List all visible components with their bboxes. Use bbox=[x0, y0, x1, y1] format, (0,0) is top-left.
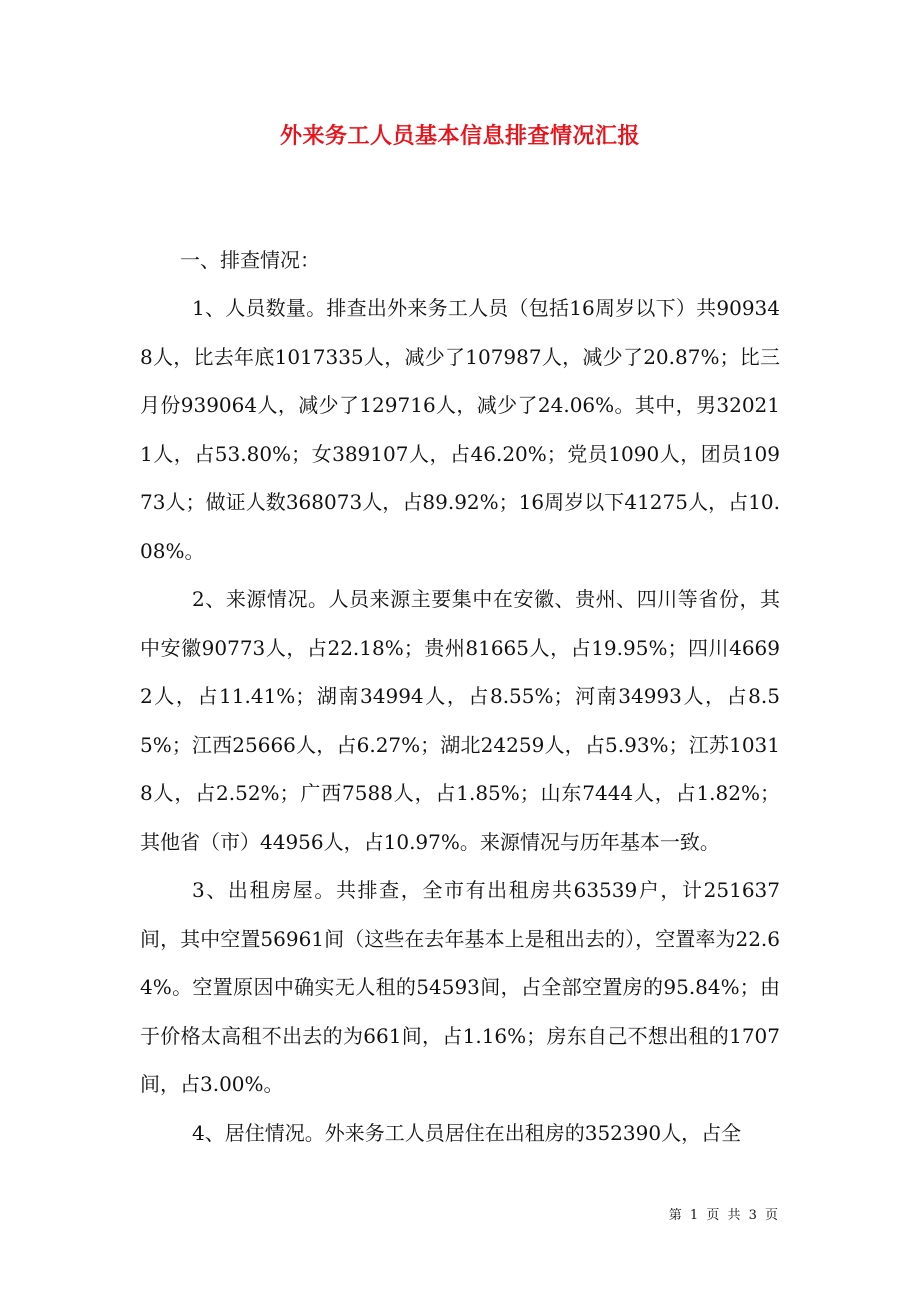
document-body bbox=[140, 236, 780, 1157]
paragraph-source: 2、来源情况。人员来源主要集中在安徽、贵州、四川等省份，其中安徽90773人，占22.18%；贵州81665人，占19.95%；四川46692人，占11.41%；湖南34994人，占8.55%；河南34993人，占8.55%；江西25666人，占6.27%；湖北24259人，占5.93%；江苏10318人，占2.52%；广西7588人，占1.85%；山东7444人，占1.82%；其他省（市）44956人，占10.97%。来源情况与历年基本一致。 bbox=[140, 587, 780, 854]
document-title: 外来务工人员基本信息排查情况汇报 bbox=[279, 123, 640, 149]
paragraph-rental-housing: 3、出租房屋。共排查，全市有出租房共63539户，计251637间，其中空置56961间（这些在去年基本上是租出去的），空置率为22.64%。空置原因中确实无人租的54593间，占全部空置房的95.84%；由于价格太高租不出去的为661间，占1.16%；房东自己不想出租的1707间，占3.00%。 bbox=[140, 878, 780, 1096]
paragraph-residence: 4、居住情况。外来务工人员居住在出租房的352390人，占全 bbox=[192, 1120, 742, 1145]
section-heading: 一、排查情况： bbox=[180, 248, 320, 272]
paragraph-personnel-count: 1、人员数量。排查出外来务工人员（包括16周岁以下）共909348人，比去年底1017335人，减少了107987人，减少了20.87%；比三月份939064人，减少了129716人，减少了24.06%。其中，男320211人，占53.80%；女389107人，占46.20%；党员1090人，团员10973人；做证人数368073人，占89.92%；16周岁以下41275人，占10.08%。 bbox=[140, 296, 780, 563]
page-number-footer: 第 1 页 共 3 页 bbox=[668, 1208, 780, 1223]
